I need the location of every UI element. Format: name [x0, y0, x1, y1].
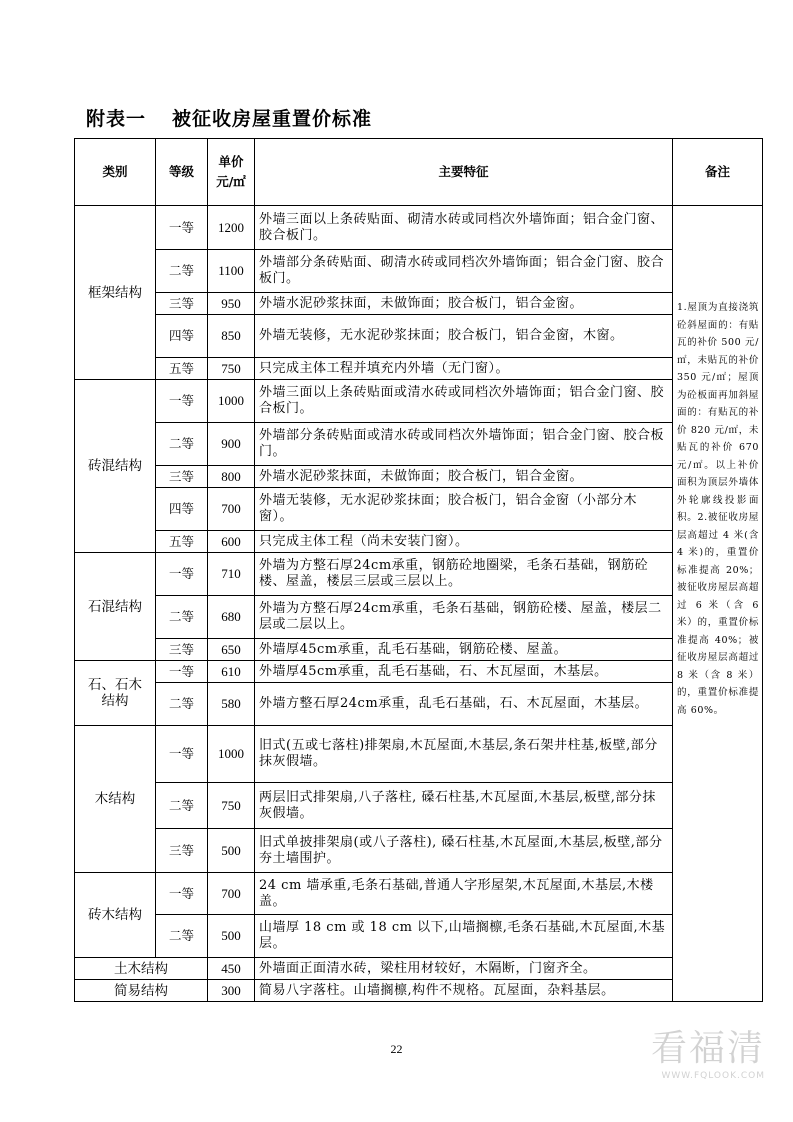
price-cell: 750: [208, 358, 255, 380]
price-cell: 650: [208, 639, 255, 661]
header-grade: 等级: [156, 139, 208, 206]
category-cell: 框架结构: [75, 206, 156, 380]
table-row: [75, 915, 763, 958]
table-row: [75, 488, 763, 531]
features-cell: 外墙部分条砖贴面、砌清水砖或同档次外墙饰面；铝合金门窗、胶合板门。: [255, 250, 673, 293]
table-row: [75, 531, 763, 553]
price-cell: 1000: [208, 726, 255, 783]
header-price: 单价 元/㎡: [208, 139, 255, 206]
features-cell: 外墙无装修，无水泥砂浆抹面；胶合板门，铝合金窗，木窗。: [255, 315, 673, 358]
features-cell: 24 cm 墙承重,毛条石基础,普通人字形屋架,木瓦屋面,木基层,木楼盖。: [255, 873, 673, 915]
table-row: [75, 958, 763, 980]
category-cell: 砖混结构: [75, 380, 156, 553]
grade-cell: 四等: [156, 315, 208, 358]
grade-cell: 一等: [156, 873, 208, 915]
table-row: [75, 683, 763, 726]
price-cell: 500: [208, 829, 255, 873]
grade-cell: 二等: [156, 423, 208, 466]
grade-cell: 一等: [156, 726, 208, 783]
price-cell: 450: [208, 958, 255, 980]
table-row: [75, 423, 763, 466]
table-header-row: [75, 139, 763, 206]
features-cell: 外墙面正面清水砖，梁柱用材较好，木隔断，门窗齐全。: [255, 958, 673, 980]
features-cell: 外墙三面以上条砖贴面、砌清水砖或同档次外墙饰面；铝合金门窗、胶合板门。: [255, 206, 673, 250]
title-label: 附表一: [86, 108, 147, 130]
grade-cell: 五等: [156, 531, 208, 553]
features-cell: 外墙三面以上条砖贴面或清水砖或同档次外墙饰面；铝合金门窗、胶合板门。: [255, 380, 673, 423]
price-cell: 950: [208, 293, 255, 315]
table-row: [75, 873, 763, 915]
grade-cell: 一等: [156, 206, 208, 250]
price-cell: 300: [208, 980, 255, 1002]
table-row: [75, 829, 763, 873]
grade-cell: 三等: [156, 639, 208, 661]
grade-cell: 三等: [156, 829, 208, 873]
price-cell: 900: [208, 423, 255, 466]
category-cell: 简易结构: [75, 980, 208, 1002]
price-cell: 800: [208, 466, 255, 488]
features-cell: 两层旧式排架扇,八子落柱, 磉石柱基,木瓦屋面,木基层,板壁,部分抹灰假墙。: [255, 783, 673, 829]
category-cell: 土木结构: [75, 958, 208, 980]
title-text: 被征收房屋重置价标准: [172, 108, 373, 130]
table-row: [75, 639, 763, 661]
header-category: 类别: [75, 139, 156, 206]
price-cell: 1200: [208, 206, 255, 250]
grade-cell: 三等: [156, 293, 208, 315]
features-cell: 旧式(五或七落柱)排架扇,木瓦屋面,木基层,条石架井柱基,板壁,部分抹灰假墙。: [255, 726, 673, 783]
price-cell: 580: [208, 683, 255, 726]
header-features: 主要特征: [255, 139, 673, 206]
price-cell: 710: [208, 553, 255, 596]
features-cell: 只完成主体工程（尚未安装门窗）。: [255, 531, 673, 553]
features-cell: 外墙水泥砂浆抹面，未做饰面；胶合板门，铝合金窗。: [255, 293, 673, 315]
price-cell: 1000: [208, 380, 255, 423]
features-cell: 简易八字落柱。山墙搁檩,构件不规格。瓦屋面，杂料基层。: [255, 980, 673, 1002]
features-cell: 外墙水泥砂浆抹面，未做饰面；胶合板门，铝合金窗。: [255, 466, 673, 488]
price-cell: 750: [208, 783, 255, 829]
features-cell: 外墙厚45cm承重，乱毛石基础，石、木瓦屋面，木基层。: [255, 661, 673, 683]
header-notes: 备注: [673, 139, 763, 206]
grade-cell: 一等: [156, 661, 208, 683]
watermark-url: WWW.FQLOOK.COM: [661, 1071, 765, 1081]
features-cell: 外墙厚45cm承重，乱毛石基础，钢筋砼楼、屋盖。: [255, 639, 673, 661]
table-row: [75, 661, 763, 683]
price-cell: 610: [208, 661, 255, 683]
features-cell: 旧式单披排架扇(或八子落柱), 磉石柱基,木瓦屋面,木基层,板壁,部分夯土墙围护。: [255, 829, 673, 873]
features-cell: 外墙部分条砖贴面或清水砖或同档次外墙饰面；铝合金门窗、胶合板门。: [255, 423, 673, 466]
category-cell: 砖木结构: [75, 873, 156, 958]
grade-cell: 二等: [156, 915, 208, 958]
table-row: [75, 380, 763, 423]
category-cell: 石、石木结构: [75, 661, 156, 726]
price-cell: 600: [208, 531, 255, 553]
table-row: [75, 980, 763, 1002]
price-standard-table: [74, 138, 763, 1002]
grade-cell: 一等: [156, 380, 208, 423]
grade-cell: 二等: [156, 683, 208, 726]
category-cell: 石混结构: [75, 553, 156, 661]
table-row: [75, 783, 763, 829]
features-cell: 外墙为方整石厚24cm承重，毛条石基础，钢筋砼楼、屋盖，楼层二层或二层以上。: [255, 596, 673, 639]
table-row: [75, 358, 763, 380]
price-cell: 850: [208, 315, 255, 358]
grade-cell: 一等: [156, 553, 208, 596]
table-row: [75, 553, 763, 596]
price-cell: 700: [208, 873, 255, 915]
grade-cell: 二等: [156, 596, 208, 639]
features-cell: 山墙厚 18 cm 或 18 cm 以下,山墙搁檩,毛条石基础,木瓦屋面,木基层。: [255, 915, 673, 958]
grade-cell: 二等: [156, 783, 208, 829]
page-title: [86, 104, 372, 131]
price-cell: 700: [208, 488, 255, 531]
features-cell: 外墙方整石厚24cm承重，乱毛石基础，石、木瓦屋面，木基层。: [255, 683, 673, 726]
grade-cell: 三等: [156, 466, 208, 488]
category-cell: 木结构: [75, 726, 156, 873]
grade-cell: 四等: [156, 488, 208, 531]
features-cell: 外墙无装修，无水泥砂浆抹面；胶合板门，铝合金窗（小部分木窗）。: [255, 488, 673, 531]
table-row: [75, 293, 763, 315]
table-row: [75, 206, 763, 250]
price-cell: 680: [208, 596, 255, 639]
watermark-text: 看福清: [650, 1028, 765, 1069]
page-number: 22: [390, 1042, 403, 1056]
features-cell: 只完成主体工程并填充内外墙（无门窗）。: [255, 358, 673, 380]
price-cell: 1100: [208, 250, 255, 293]
notes-cell: 1.屋顶为直接浇筑砼斜屋面的：有贴瓦的补价 500 元/㎡，未贴瓦的补价 350 元/㎡；屋顶为砼板面再加斜屋面的：有贴瓦的补价 820 元/㎡，未贴瓦的补价 670 元/㎡。以上补价面积为顶层外墙体外轮廓线投影面积。2.被征收房屋层高超过 4 米(含 4 米)的，重置价标准提高 20%；被征收房屋层高超过 6 米（含 6 米）的，重置价标准提高 40%；被征收房屋层高超过 8 米（含 8 米）的，重置价标准提高 60%。: [673, 206, 763, 1002]
table-row: [75, 250, 763, 293]
grade-cell: 五等: [156, 358, 208, 380]
grade-cell: 二等: [156, 250, 208, 293]
table-row: [75, 596, 763, 639]
table-row: [75, 726, 763, 783]
price-cell: 500: [208, 915, 255, 958]
watermark-logo: [651, 1020, 765, 1081]
table-row: [75, 466, 763, 488]
features-cell: 外墙为方整石厚24cm承重，钢筋砼地圈梁，毛条石基础，钢筋砼楼、屋盖，楼层三层或三层以上。: [255, 553, 673, 596]
table-row: [75, 315, 763, 358]
